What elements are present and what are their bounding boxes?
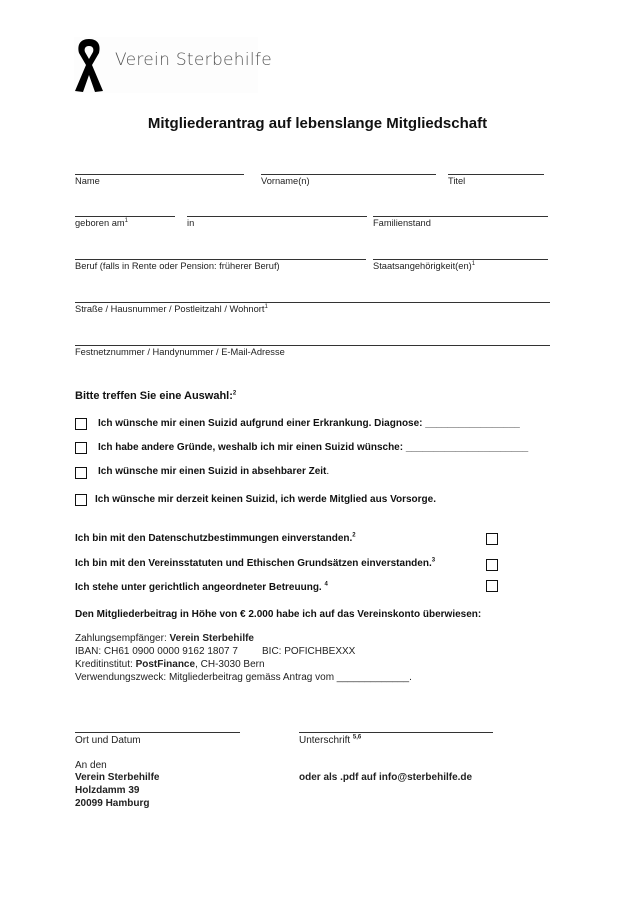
familienstand-line[interactable] bbox=[373, 216, 548, 217]
consent-datenschutz-checkbox[interactable] bbox=[486, 533, 498, 545]
consent-statuten-label: Ich bin mit den Vereinsstatuten und Ethischen Grundsätzen einverstanden.$^3$ bbox=[75, 557, 436, 569]
ort-datum-label: Ort und Datum bbox=[75, 735, 141, 746]
payment-iban: IBAN: CH61 0900 0000 9162 1807 7 bbox=[75, 646, 238, 657]
payment-heading: Den Mitgliederbeitrag in Höhe von € 2.000 habe ich auf das Vereinskonto überwiesen: bbox=[75, 609, 482, 620]
unterschrift-label: Unterschrift $^{5,6}$ bbox=[299, 734, 362, 746]
titel-label: Titel bbox=[448, 176, 466, 186]
address-city: 20099 Hamburg bbox=[75, 798, 150, 809]
payment-bank: Kreditinstitut: PostFinance, CH-3030 Bern bbox=[75, 659, 265, 670]
selection-heading: Bitte treffen Sie eine Auswahl:$^2$ bbox=[75, 390, 237, 402]
geboren-line[interactable] bbox=[75, 216, 175, 217]
name-line[interactable] bbox=[75, 174, 244, 175]
option-erkrankung-label: Ich wünsche mir einen Suizid aufgrund einer Erkrankung. Diagnose: _________________ bbox=[98, 418, 520, 429]
adresse-label: Straße / Hausnummer / Postleitzahl / Wohnort$^1$ bbox=[75, 303, 268, 314]
familienstand-label: Familienstand bbox=[373, 218, 431, 228]
vorname-label: Vorname(n) bbox=[261, 176, 310, 186]
option-absehbare-zeit-label: Ich wünsche mir einen Suizid in absehbarer Zeit. bbox=[98, 466, 330, 477]
consent-statuten-checkbox[interactable] bbox=[486, 559, 498, 571]
option-erkrankung-checkbox[interactable] bbox=[75, 418, 87, 430]
unterschrift-line[interactable] bbox=[299, 732, 493, 733]
titel-line[interactable] bbox=[448, 174, 544, 175]
option-absehbare-zeit-checkbox[interactable] bbox=[75, 467, 87, 479]
name-label: Name bbox=[75, 176, 100, 186]
kontakt-label: Festnetznummer / Handynummer / E-Mail-Adresse bbox=[75, 347, 285, 357]
consent-datenschutz-label: Ich bin mit den Datenschutzbestimmungen einverstanden.$^2$ bbox=[75, 532, 356, 544]
payment-recipient: Zahlungsempfänger: Verein Sterbehilfe bbox=[75, 633, 254, 644]
ort-datum-line[interactable] bbox=[75, 732, 240, 733]
beruf-line[interactable] bbox=[75, 259, 366, 260]
payment-purpose: Verwendungszweck: Mitgliederbeitrag gemäss Antrag vom _____________. bbox=[75, 672, 412, 683]
beruf-label: Beruf (falls in Rente oder Pension: früherer Beruf) bbox=[75, 261, 280, 271]
payment-bic: BIC: POFICHBEXXX bbox=[262, 646, 356, 657]
adresse-line[interactable] bbox=[75, 302, 550, 303]
option-vorsorge-checkbox[interactable] bbox=[75, 494, 87, 506]
address-street: Holzdamm 39 bbox=[75, 785, 140, 796]
option-vorsorge-label: Ich wünsche mir derzeit keinen Suizid, ich werde Mitglied aus Vorsorge. bbox=[95, 494, 437, 505]
address-intro: An den bbox=[75, 760, 107, 771]
geboren-label: geboren $am^1$ bbox=[75, 217, 128, 228]
address-name: Verein Sterbehilfe bbox=[75, 772, 160, 783]
kontakt-line[interactable] bbox=[75, 345, 550, 346]
consent-betreuung-label: Ich stehe unter gerichtlich angeordneter Betreuung. $^4$ bbox=[75, 581, 328, 593]
email-alternative[interactable]: oder als .pdf auf info@sterbehilfe.de bbox=[299, 772, 473, 783]
logo-text: Verein Sterbehilfe bbox=[115, 50, 272, 70]
ribbon-icon bbox=[74, 37, 104, 93]
page-title: Mitgliederantrag auf lebenslange Mitgliedschaft bbox=[147, 115, 488, 132]
geburtsort-label: in bbox=[187, 218, 195, 228]
staat-label: Staatsangehörigkeit(en)$^1$ bbox=[373, 260, 476, 271]
staat-line[interactable] bbox=[373, 259, 548, 260]
consent-betreuung-checkbox[interactable] bbox=[486, 580, 498, 592]
option-andere-gruende-label: Ich habe andere Gründe, weshalb ich mir einen Suizid wünsche: ______________________ bbox=[98, 442, 529, 453]
vorname-line[interactable] bbox=[261, 174, 436, 175]
option-andere-gruende-checkbox[interactable] bbox=[75, 442, 87, 454]
geburtsort-line[interactable] bbox=[187, 216, 367, 217]
